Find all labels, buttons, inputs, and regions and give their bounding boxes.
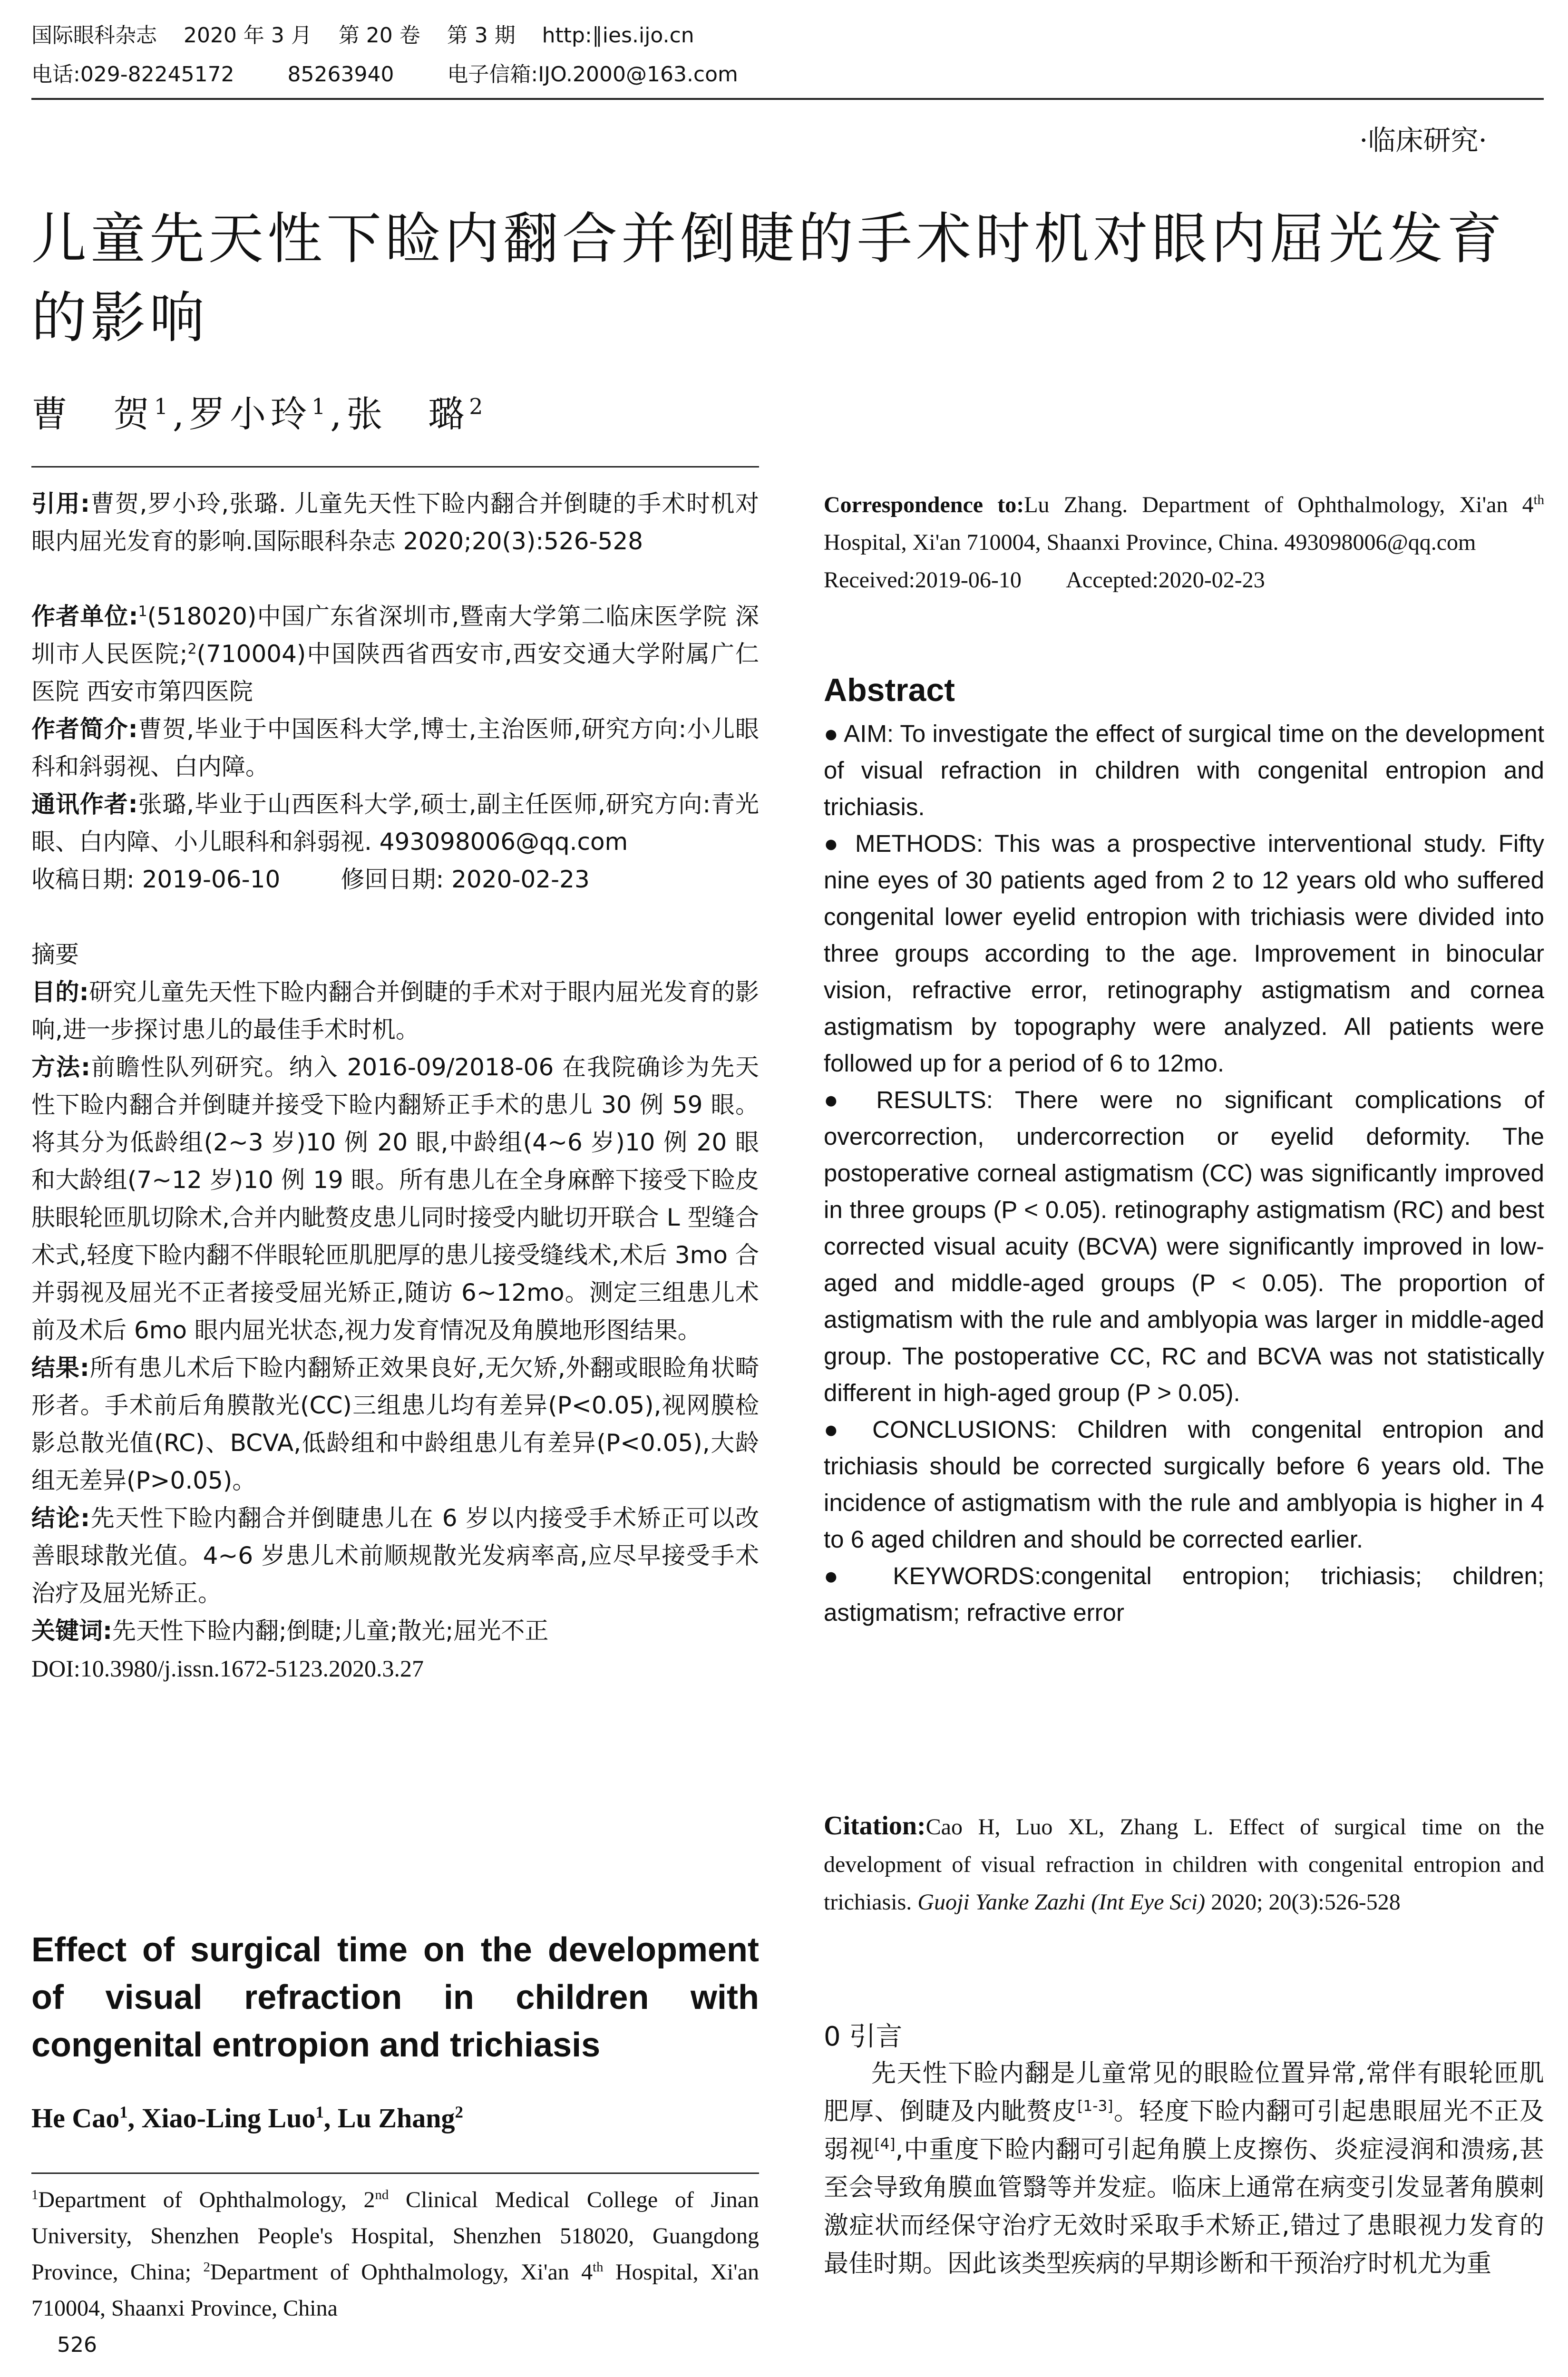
citation-cn (31, 485, 759, 560)
aim-label: ● AIM: (824, 720, 894, 747)
ordinal-sup: nd (375, 2187, 389, 2202)
received-accepted: Received:2019-06-10 Accepted:2020-02-23 (824, 567, 1265, 593)
affil-text: Clinical Medical College of Jinan University, Shenzhen People's Hospital, Shenzhen 518020, Guangdong Province, China; (31, 2187, 759, 2285)
intro-text: 先天性下睑内翻是儿童常见的眼睑位置异常,常伴有眼轮匝肌肥厚、倒睫及内眦赘皮 (824, 2059, 1544, 2126)
intro-text: 。轻度下睑内翻可引起患眼屈光不正及弱视 (824, 2097, 1544, 2164)
correspondence-block (824, 486, 1544, 561)
citation-text: 2020; 20(3):526-528 (1205, 1890, 1401, 1915)
author-affil-sup: 1 (312, 394, 331, 419)
affiliation-divider (31, 2172, 759, 2174)
methods-label: ● METHODS: (824, 830, 984, 857)
results-text: There were no significant complications of overcorrection, undercorrection or eyelid deformity. The postoperative corneal astigmatism (CC) was significantly improved in three groups (P < 0.05). retinography astigmatism (RC) and best corrected visual acuity (BCVA) were significantly improved in low-aged and middle-aged groups (P < 0.05). The proportion of astigmatism with the rule and amblyopia was larger in middle-aged group. The postoperative CC, RC and BCVA was not statistically different in high-aged group (P > 0.05). (824, 1086, 1544, 1406)
dates-cn: 收稿日期: 2019-06-10 修回日期: 2020-02-23 (31, 866, 590, 893)
author-affil-sup: 1 (119, 2103, 128, 2122)
abstract-results-cn (31, 1349, 759, 1500)
bio-label: 作者简介: (31, 715, 138, 743)
methods-text: 前瞻性队列研究。纳入 2016-09/2018-06 在我院确诊为先天性下睑内翻合并倒睫并接受下睑内翻矫正手术的患儿 30 例 59 眼。将其分为低龄组(2~3 岁)10 例 20 眼,中龄组(4~6 岁)10 例 20 眼和大龄组(7~12 岁)10 例 19 眼。所有患儿在全身麻醉下接受下睑皮肤眼轮匝肌切除术,合并内眦赘皮患儿同时接受内眦切开联合 L 型缝合术式,轻度下睑内翻不伴眼轮匝肌肥厚的患儿接受缝线术,术后 3mo 合并弱视及屈光不正者接受屈光矫正,随访 6~12mo。测定三组患儿术前及术后 6mo 眼内屈光状态,视力发育情况及角膜地形图结果。 (31, 1053, 759, 1344)
abstract-heading-cn: 摘要 (31, 941, 79, 968)
author-name: 曹 贺 (31, 393, 154, 435)
abstract-aim-cn (31, 974, 759, 1049)
intro-paragraph (824, 2055, 1544, 2283)
abstract-heading-en: Abstract (824, 672, 955, 708)
affil-sup: 1 (138, 603, 147, 620)
keywords-text: congenital entropion; trichiasis; children; astigmatism; refractive error (824, 1562, 1544, 1626)
affil-text: (518020)中国广东省深圳市,暨南大学第二临床医学院 深圳市人民医院; (31, 603, 759, 668)
citation-block (824, 1807, 1544, 1921)
correspondence-text: Lu Zhang. Department of Ophthalmology, Xi'an 4 (1024, 492, 1534, 517)
citation-label: 引用: (31, 490, 90, 517)
abstract-results-en (824, 1081, 1544, 1411)
abstract-aim-en (824, 715, 1544, 825)
author-name: , Lu Zhang (323, 2103, 455, 2133)
reference-sup: [1-3] (1077, 2097, 1113, 2115)
intro-heading: 0 引言 (824, 2021, 903, 2052)
article-title-en: Effect of surgical time on the development of visual refraction in children with congenital entropion and trichiasis (31, 1931, 759, 2064)
ordinal-sup: th (593, 2260, 604, 2275)
header-divider (31, 98, 1544, 100)
abstract-methods-en (824, 825, 1544, 1081)
affil-text: Department of Ophthalmology, 2 (38, 2187, 375, 2212)
aim-label: 目的: (31, 978, 89, 1006)
author-name: He Cao (31, 2103, 120, 2133)
conclusion-text: 先天性下睑内翻合并倒睫患儿在 6 岁以内接受手术矫正可以改善眼球散光值。4~6 岁患儿术前顺规散光发病率高,应尽早接受手术治疗及屈光矫正。 (31, 1504, 759, 1607)
methods-label: 方法: (31, 1053, 90, 1081)
author-name: ,张 璐 (330, 393, 469, 435)
results-label: ● RESULTS: (824, 1086, 993, 1113)
affil-text: Department of Ophthalmology, Xi'an 4 (210, 2260, 593, 2285)
journal-header-line1: 国际眼科杂志 2020 年 3 月 第 20 卷 第 3 期 http:∥ies.ijo.cn (31, 23, 694, 48)
abstract-conclusion-cn (31, 1500, 759, 1612)
authors-cn (31, 385, 487, 437)
affiliation-en (31, 2182, 759, 2327)
results-label: 结果: (31, 1354, 89, 1382)
affil-sup: 2 (187, 641, 197, 658)
authors-divider (31, 466, 759, 468)
keywords-label: 关键词: (31, 1617, 112, 1645)
conclusion-label: 结论: (31, 1504, 90, 1532)
abstract-en (824, 715, 1544, 1631)
corr-text: 张璐,毕业于山西医科大学,硕士,副主任医师,研究方向:青光眼、白内障、小儿眼科和斜弱视. 493098006@qq.com (31, 790, 760, 856)
abstract-methods-cn (31, 1049, 759, 1349)
article-title-cn: 儿童先天性下睑内翻合并倒睫的手术时机对眼内屈光发育的影响 (31, 207, 1506, 350)
author-affil-sup: 1 (154, 394, 173, 419)
page-number: 526 (57, 2333, 97, 2357)
citation-text: Cao H, Luo XL, Zhang L. Effect of surgical time on the development of visual refraction in children with congenital entropion and trichiasis. (824, 1814, 1544, 1915)
aim-text: To investigate the effect of surgical time on the development of visual refraction in children with congenital entropion and trichiasis. (824, 720, 1544, 820)
reference-sup: [4] (874, 2135, 896, 2153)
aim-text: 研究儿童先天性下睑内翻合并倒睫的手术对于眼内屈光发育的影响,进一步探讨患儿的最佳手术时机。 (31, 978, 760, 1043)
conclusion-label: ● CONCLUSIONS: (824, 1416, 1057, 1443)
affil-sup: 2 (203, 2260, 210, 2275)
author-bio-cn (31, 711, 759, 786)
author-affil-sup: 1 (315, 2103, 324, 2122)
author-affil-sup: 2 (455, 2103, 463, 2122)
citation-label: Citation: (824, 1811, 926, 1841)
citation-journal: Guoji Yanke Zazhi (Int Eye Sci) (917, 1890, 1206, 1915)
left-column (31, 485, 759, 1687)
affil-text: Hospital, Xi'an 710004, Shaanxi Province, China (31, 2260, 759, 2321)
authors-en (31, 2102, 463, 2134)
conclusion-text: Children with congenital entropion and trichiasis should be corrected surgically before 6 years old. The incidence of astigmatism with the rule and amblyopia is higher in 4 to 6 aged children and should be corrected earlier. (824, 1416, 1544, 1553)
correspondence-label: Correspondence to: (824, 492, 1024, 517)
correspondence-text: Hospital, Xi'an 710004, Shaanxi Province, China. 493098006@qq.com (824, 530, 1476, 555)
methods-text: This was a prospective interventional study. Fifty nine eyes of 30 patients aged from 2 to 12 years old who suffered congenital lower eyelid entropion with trichiasis were divided into three groups according to the age. Improvement in binocular vision, refractive error, retinography astigmatism and cornea astigmatism by topography were analyzed. All patients were followed up for a period of 6 to 12mo. (824, 830, 1544, 1077)
citation-en (824, 1807, 1544, 1921)
author-name: , Xiao-Ling Luo (127, 2103, 316, 2133)
corr-label: 通讯作者: (31, 790, 138, 818)
author-affiliation-cn (31, 598, 759, 711)
results-text: 所有患儿术后下睑内翻矫正效果良好,无欠矫,外翻或眼睑角状畸形者。手术前后角膜散光(CC)三组患儿均有差异(P<0.05),视网膜检影总散光值(RC)、BCVA,低龄组和中龄组患儿有差异(P<0.05),大龄组无差异(P>0.05)。 (31, 1354, 759, 1494)
ordinal-sup: th (1533, 492, 1544, 507)
affil-text: (710004)中国陕西省西安市,西安交通大学附属广仁医院 西安市第四医院 (31, 640, 759, 705)
author-name: ,罗小玲 (173, 393, 312, 435)
affil-sup: 1 (31, 2187, 39, 2202)
keywords-text: 先天性下睑内翻;倒睫;儿童;散光;屈光不正 (112, 1617, 549, 1645)
corresponding-author-cn (31, 786, 759, 861)
doi: DOI:10.3980/j.issn.1672-5123.2020.3.27 (31, 1655, 424, 1682)
citation-text: 曹贺,罗小玲,张璐. 儿童先天性下睑内翻合并倒睫的手术时机对眼内屈光发育的影响.国际眼科杂志 2020;20(3):526-528 (31, 490, 759, 555)
section-tag: ·临床研究· (1359, 124, 1487, 156)
journal-header-line2: 电话:029-82245172 85263940 电子信箱:IJO.2000@163.com (31, 62, 738, 87)
keywords-label: ● KEYWORDS: (824, 1562, 1042, 1589)
author-affil-sup: 2 (469, 394, 488, 419)
abstract-conclusion-en (824, 1411, 1544, 1558)
keywords-en (824, 1558, 1544, 1631)
bio-text: 曹贺,毕业于中国医科大学,博士,主治医师,研究方向:小儿眼科和斜弱视、白内障。 (31, 715, 760, 780)
intro-text: ,中重度下睑内翻可引起角膜上皮擦伤、炎症浸润和溃疡,甚至会导致角膜血管翳等并发症。临床上通常在病变引发显著角膜刺激症状而经保守治疗无效时采取手术矫正,错过了患眼视力发育的最佳时期。因此该类型疾病的早期诊断和干预治疗时机尤为重 (824, 2135, 1544, 2278)
keywords-cn (31, 1612, 759, 1650)
correspondence-en (824, 486, 1544, 599)
affiliation-label: 作者单位: (31, 603, 138, 630)
